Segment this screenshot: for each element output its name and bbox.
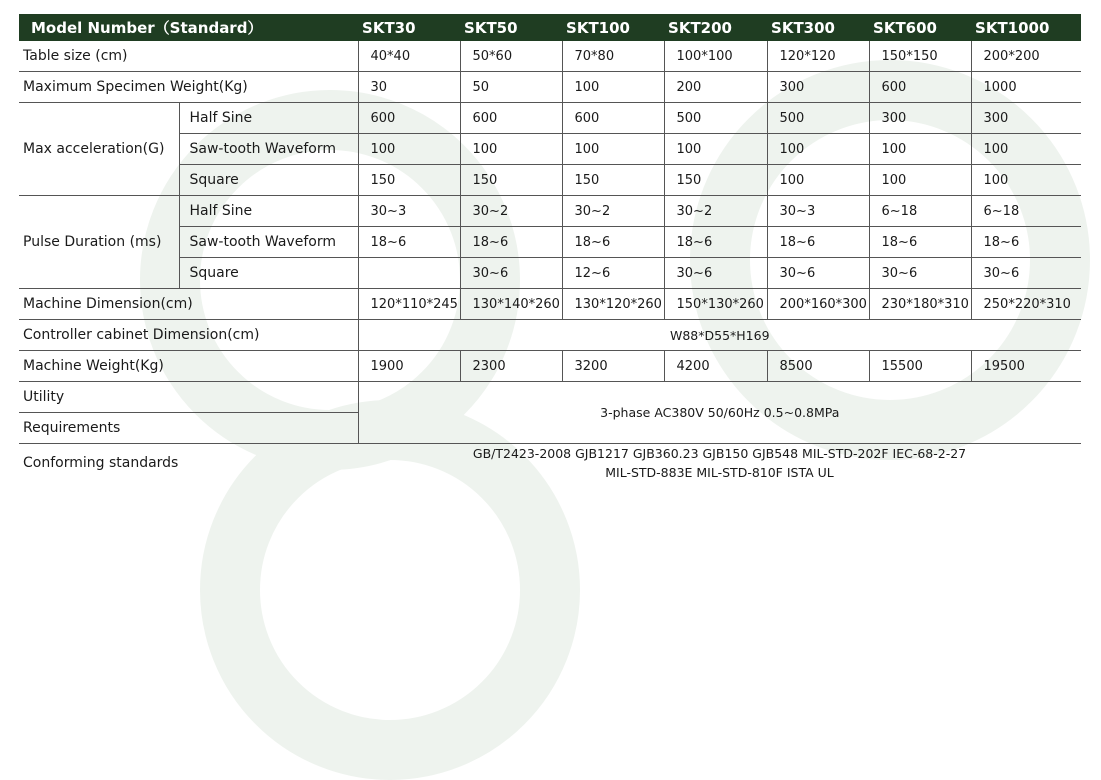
model-header: SKT200 (664, 14, 767, 41)
row-label: Machine Dimension(cm) (19, 289, 358, 320)
table-cell (358, 258, 460, 289)
table-row (19, 165, 1081, 196)
table-cell: 100 (971, 165, 1081, 196)
table-cell: 600 (869, 72, 971, 103)
table-cell: 18~6 (358, 227, 460, 258)
table-cell: 2300 (460, 351, 562, 382)
model-header: SKT1000 (971, 14, 1081, 41)
table-cell: 100 (562, 134, 664, 165)
sub-label: Square (179, 258, 358, 289)
table-cell: 12~6 (562, 258, 664, 289)
table-cell: 30 (358, 72, 460, 103)
table-cell: 18~6 (971, 227, 1081, 258)
table-cell: 18~6 (664, 227, 767, 258)
table-cell: 4200 (664, 351, 767, 382)
table-cell: 70*80 (562, 41, 664, 72)
table-row (19, 72, 1081, 103)
table-cell: 120*120 (767, 41, 869, 72)
table-cell: 1900 (358, 351, 460, 382)
table-cell: 30~6 (767, 258, 869, 289)
table-cell: 18~6 (767, 227, 869, 258)
table-cell: 150 (664, 165, 767, 196)
table-cell: 30~3 (358, 196, 460, 227)
standards-line: GB/T2423-2008 GJB1217 GJB360.23 GJB150 GJB548 MIL-STD-202F IEC-68-2-27 (472, 446, 967, 461)
table-cell: 300 (869, 103, 971, 134)
sub-label: Saw-tooth Waveform (179, 227, 358, 258)
table-cell: 18~6 (460, 227, 562, 258)
table-cell: 30~2 (664, 196, 767, 227)
table-row (19, 196, 1081, 227)
table-cell: 8500 (767, 351, 869, 382)
table-row (19, 351, 1081, 382)
standards-line: MIL-STD-883E MIL-STD-810F ISTA UL (605, 465, 834, 480)
sub-label: Square (179, 165, 358, 196)
standards-cell (358, 444, 1081, 483)
table-cell: 100 (767, 165, 869, 196)
table-cell: 150*130*260 (664, 289, 767, 320)
table-cell: 3200 (562, 351, 664, 382)
table-cell: 30~2 (562, 196, 664, 227)
table-cell: 30~3 (767, 196, 869, 227)
table-row (19, 134, 1081, 165)
row-label: Table size (cm) (19, 41, 358, 72)
table-cell: 15500 (869, 351, 971, 382)
table-cell: 50 (460, 72, 562, 103)
table-cell: 250*220*310 (971, 289, 1081, 320)
table-cell: 100*100 (664, 41, 767, 72)
table-cell: 100 (460, 134, 562, 165)
sub-label: Saw-tooth Waveform (179, 134, 358, 165)
table-cell: 150 (562, 165, 664, 196)
table-cell: 300 (767, 72, 869, 103)
model-number-header: Model Number（Standard） (19, 14, 358, 41)
row-label: Pulse Duration (ms) (19, 196, 179, 289)
model-header: SKT100 (562, 14, 664, 41)
row-label: Machine Weight(Kg) (19, 351, 358, 382)
row-label: Conforming standards (23, 455, 179, 471)
table-cell: 120*110*245 (358, 289, 460, 320)
table-cell: 30~6 (460, 258, 562, 289)
table-row (19, 41, 1081, 72)
table-cell: 100 (971, 134, 1081, 165)
table-cell: 100 (869, 134, 971, 165)
table-cell: 500 (664, 103, 767, 134)
spec-table (19, 14, 1081, 482)
table-cell: 600 (562, 103, 664, 134)
table-cell: 130*140*260 (460, 289, 562, 320)
table-cell: 100 (869, 165, 971, 196)
model-header: SKT50 (460, 14, 562, 41)
table-cell: 500 (767, 103, 869, 134)
table-row (19, 382, 1081, 413)
table-cell: 6~18 (869, 196, 971, 227)
row-label: Requirements (19, 413, 358, 444)
table-cell: 3-phase AC380V 50/60Hz 0.5~0.8MPa (358, 382, 1081, 444)
row-label: Controller cabinet Dimension(cm) (19, 320, 358, 351)
sub-label: Half Sine (179, 196, 358, 227)
table-cell: 6~18 (971, 196, 1081, 227)
table-row (19, 444, 1081, 483)
table-cell: 30~2 (460, 196, 562, 227)
row-label: Utility (19, 382, 358, 413)
table-cell: 30~6 (664, 258, 767, 289)
model-header: SKT300 (767, 14, 869, 41)
table-row (19, 103, 1081, 134)
table-row (19, 258, 1081, 289)
table-cell: 19500 (971, 351, 1081, 382)
table-cell: 100 (767, 134, 869, 165)
table-cell: 230*180*310 (869, 289, 971, 320)
table-cell: 100 (562, 72, 664, 103)
table-cell: 100 (664, 134, 767, 165)
table-cell: 150*150 (869, 41, 971, 72)
table-cell: 1000 (971, 72, 1081, 103)
table-cell: 130*120*260 (562, 289, 664, 320)
table-cell: 200*200 (971, 41, 1081, 72)
table-row (19, 227, 1081, 258)
table-row (19, 289, 1081, 320)
table-cell: 18~6 (562, 227, 664, 258)
table-cell: 40*40 (358, 41, 460, 72)
table-cell: 150 (460, 165, 562, 196)
model-header: SKT600 (869, 14, 971, 41)
table-cell: 50*60 (460, 41, 562, 72)
table-cell: 30~6 (869, 258, 971, 289)
row-label: Max acceleration(G) (19, 103, 179, 196)
row-label: Maximum Specimen Weight(Kg) (19, 72, 358, 103)
table-cell: 600 (358, 103, 460, 134)
table-cell: 600 (460, 103, 562, 134)
table-cell: W88*D55*H169 (358, 320, 1081, 351)
table-cell: 300 (971, 103, 1081, 134)
table-row (19, 320, 1081, 351)
sub-label: Half Sine (179, 103, 358, 134)
table-cell: 30~6 (971, 258, 1081, 289)
table-cell: 150 (358, 165, 460, 196)
table-cell: 100 (358, 134, 460, 165)
table-cell: 18~6 (869, 227, 971, 258)
header-row (19, 14, 1081, 41)
table-cell: 200*160*300 (767, 289, 869, 320)
model-header: SKT30 (358, 14, 460, 41)
table-cell: 200 (664, 72, 767, 103)
